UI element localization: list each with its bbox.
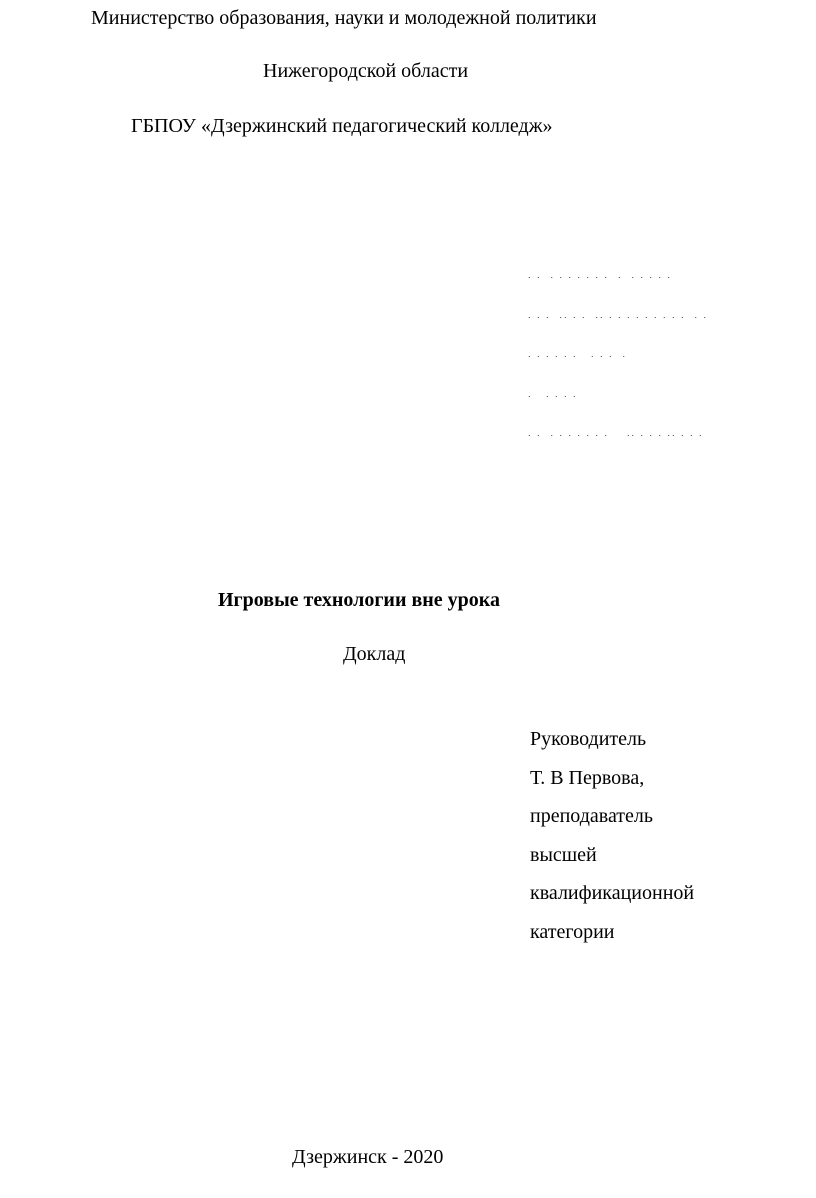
college-name: ГБПОУ «Дзержинский педагогический колледж» bbox=[131, 115, 553, 137]
report-type: Доклад bbox=[343, 643, 406, 665]
report-title: Игровые технологии вне урока bbox=[218, 589, 501, 611]
supervisor-line: Руководитель bbox=[530, 728, 647, 750]
supervisor-line: преподаватель bbox=[530, 805, 654, 827]
illegible-line: . . . . . . . . . . bbox=[528, 349, 628, 359]
supervisor-line: Т. В Первова, bbox=[530, 767, 645, 789]
region-name: Нижегородской области bbox=[263, 60, 469, 82]
illegible-line: . . . . . . . . . . . . . . . bbox=[528, 270, 673, 280]
supervisor-line: высшей bbox=[530, 844, 597, 866]
city-year: Дзержинск - 2020 bbox=[292, 1146, 444, 1168]
supervisor-line: квалификационной bbox=[530, 882, 695, 904]
illegible-line: . . . . . bbox=[528, 389, 578, 399]
ministry-name: Министерство образования, науки и молодежной политики bbox=[91, 7, 597, 29]
illegible-line: . . . . . . . . . .. . . . .. . . . bbox=[528, 428, 704, 438]
supervisor-line: категории bbox=[530, 921, 615, 943]
illegible-line: . . . .. . . .. . . . . . . . . . . . bbox=[528, 310, 709, 320]
